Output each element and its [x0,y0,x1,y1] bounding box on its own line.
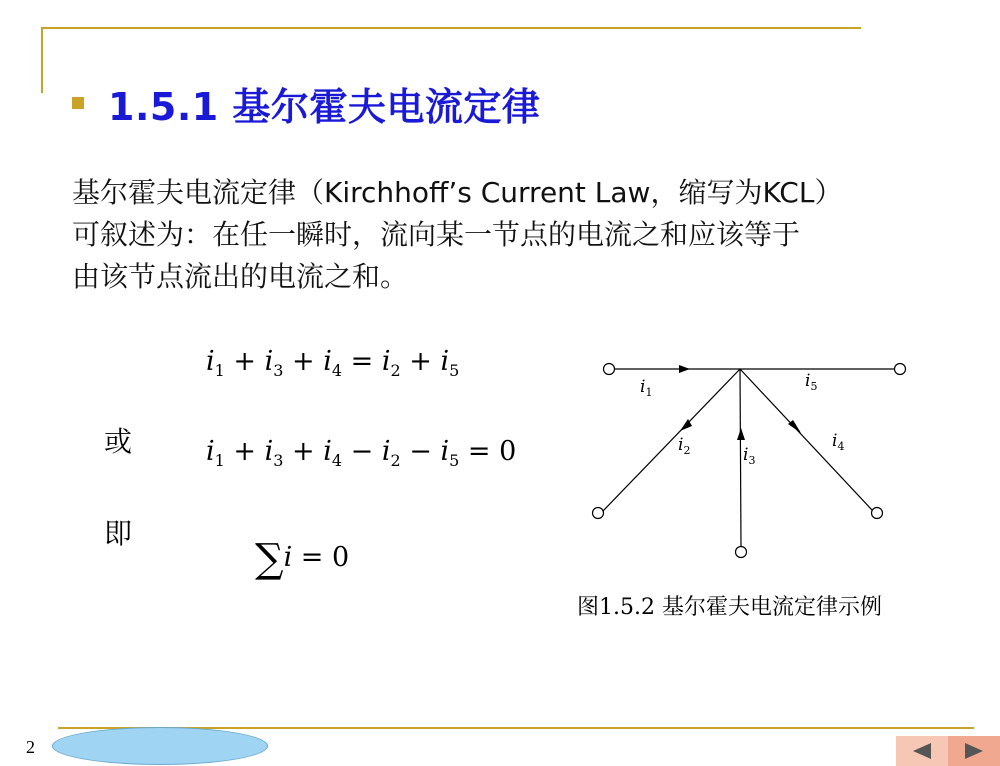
terminal-bottom-left [593,508,604,519]
figure-caption: 图1.5.2 基尔霍夫电流定律示例 [577,595,882,620]
equation-sigma: ∑i = 0 [255,536,350,582]
paragraph-line: 基尔霍夫电流定律（Kirchhoff’s Current Law，缩写为KCL） [72,176,843,209]
triangle-left-icon [911,742,933,760]
label-i3: $i_3$ [743,445,756,467]
label-or: 或 [104,425,133,458]
label-ie: 即 [104,517,133,550]
next-slide-button[interactable] [948,736,1000,766]
arrow-i3 [737,428,745,440]
oval-action-button[interactable] [52,727,268,765]
arrow-i1 [679,365,690,373]
label-i5: $i_5$ [805,371,818,393]
slide-title: 1.5.1 基尔霍夫电流定律 [108,85,541,129]
terminal-bottom-right [872,508,883,519]
left-rule [41,27,43,93]
label-i1: $i_1$ [640,377,653,399]
label-i2: $i_2$ [678,435,691,457]
equation-kcl-zero: $i_1 + i_3 + i_4 - i_2 - i_5 = 0$ [206,436,517,470]
triangle-right-icon [963,742,985,760]
previous-slide-button[interactable] [896,736,948,766]
wire-i3 [740,369,741,546]
terminal-bottom [736,547,747,558]
paragraph-line: 由该节点流出的电流之和。 [72,260,409,293]
title-bullet [72,97,84,109]
wire-i2 [603,369,740,511]
kcl-node-diagram [580,350,920,580]
slide-navigation [896,736,1000,766]
equation-kcl-sum: $i_1 + i_3 + i_4 = i_2 + i_5$ [206,346,460,380]
paragraph-line: 可叙述为：在任一瞬时，流向某一节点的电流之和应该等于 [72,218,801,251]
terminal-left [604,364,615,375]
page-number: 2 [26,737,35,757]
kcl-description [72,172,972,298]
top-rule [41,27,861,29]
terminal-right [895,364,906,375]
label-i4: $i_4$ [832,431,845,453]
